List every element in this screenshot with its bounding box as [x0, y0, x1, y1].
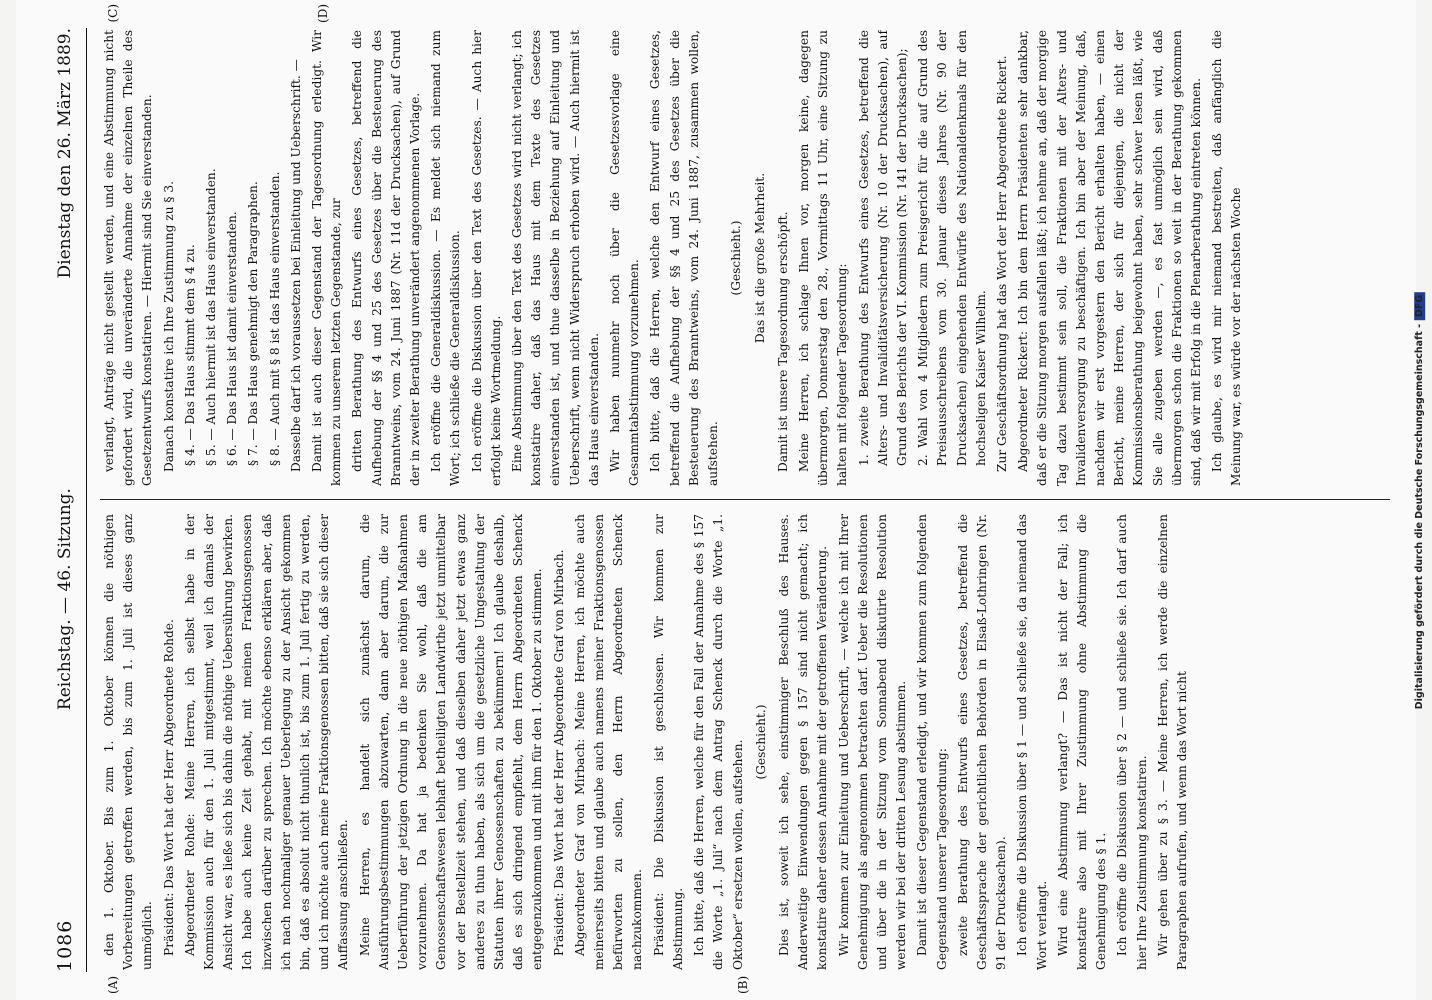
right-paragraph: Ich bitte, daß die Herren, welche den Entwurf eines Gesetzes, betreffend die Aufhebung der §§ 4 und 25 des Gesetzes über die Besteuerung des Branntweins, vom 24. Juni 1887, zusammen wollen, aufstehen.: [648, 30, 721, 486]
left-paragraph: Damit ist dieser Gegenstand erledigt, und wir kommen zum folgenden Gegenstand unserer Tagesordnung:: [915, 514, 949, 970]
right-paragraph: § 8. — Auch mit § 8 ist das Haus einverstanden.: [267, 171, 282, 466]
left-paragraph: (Geschieht.): [753, 704, 768, 780]
left-paragraph: zweite Berathung des Entwurfs eines Gesetzes, betreffend die Geschäftssprache der gerichtlichen Behörden in Elsaß-Lothringen (Nr. 91 der Drucksachen).: [955, 514, 1009, 970]
left-paragraph: Abgeordneter Rohde: Meine Herren, ich selbst habe in der Kommission auch für den 1. Juli mitgestimmt, weil ich damals der Ansicht war, es ließe sich bis dahin die nöthige Uebersührung bewirken. Ich habe auch keine Zeit gehabt, mit meinen Fraktionsgenossen inzwischen darüber zu sprechen. Ich möchte ebenso erklären aber, daß ich nach nochmaliger genauer Ueberlegung zu der Ansicht gekommen bin, daß es absolut nicht thunlich ist, bis zum 1. Juli fertig zu werden, und ich möchte auch meine Fraktionsgenossen bitten, daß sie sich dieser Auffassung anschließen.: [182, 514, 351, 970]
page-number: 1086: [54, 919, 76, 972]
left-paragraph: Wir gehen über zu § 3. — Meine Herren, ich werde die einzelnen Paragraphen aufrufen, und wenn das Wort nicht: [1155, 514, 1189, 970]
right-column: [100, 30, 1390, 486]
left-paragraph: Wird eine Abstimmung verlangt? — Das ist nicht der Fall; ich konstatire also mit Ihrer Zustimmung ohne Abstimmung die Genehmigung des § 1.: [1055, 514, 1109, 970]
left-paragraph: Präsident: Das Wort hat der Herr Abgeordnete Graf von Mirbach.: [551, 549, 566, 956]
right-paragraph: (Geschieht.): [729, 220, 744, 296]
right-paragraph: Das ist die große Mehrheit.: [752, 172, 767, 344]
margin-marker-c: (C): [106, 4, 120, 23]
right-paragraph: Dasselbe darf ich voraussetzen bei Einleitung und Ueberschrift. —: [288, 59, 303, 472]
right-paragraph: Eine Abstimmung über den Text des Gesetzes wird nicht verlangt; ich konstatire daher, daß das Haus mit dem Texte des Gesetzes einverstanden ist, und thue dasselbe in Beziehung auf Einleitung und Ueberschrift, wenn nicht Widerspruch erhoben wird. — Auch hiermit ist das Haus einverstanden.: [510, 30, 601, 486]
text-columns: [100, 30, 1390, 970]
document-page: [16, 0, 1416, 1000]
right-paragraph: 1. zweite Berathung des Entwurfs eines Gesetzes, betreffend die Alters- und Invaliditätsversicherung (Nr. 10 der Drucksachen), auf Grund des Berichts der VI. Kommission (Nr. 141 der Drucksachen);: [856, 30, 909, 466]
digitization-text: Digitalisierung gefördert durch die Deutsche Forschungsgemeinschaft -: [1414, 323, 1426, 709]
right-paragraph: § 7. — Das Haus genehmigt den Paragraphen.: [246, 181, 261, 466]
left-paragraph: den 1. Oktober. Bis zum 1. Oktober können die nöthigen Vorbereitungen getroffen werden, bis zum 1. Juli ist dieses ganz unmöglich.: [102, 514, 155, 970]
right-paragraph: § 4. — Das Haus stimmt dem § 4 zu.: [182, 244, 197, 466]
left-paragraph: Präsident: Die Diskussion ist geschlossen. Wir kommen zur Abstimmung.: [651, 514, 685, 970]
right-paragraph: Damit ist auch dieser Gegenstand der Tagesordnung erledigt. Wir kommen zu unserem letzten Gegenstande, zur: [310, 30, 344, 486]
right-paragraph: Ich glaube, es wird mir niemand bestreiten, daß anfänglich die Meinung war, es würde vor der nächsten Woche: [1210, 30, 1244, 486]
left-column: [100, 514, 1390, 970]
right-paragraph: 2. Wahl von 4 Mitgliedern zum Preisgericht für die auf Grund des Preisausschreibens vom 30. Januar dieses Jahres (Nr. 90 der Drucksachen) eingehenden Entwürfe des Nationaldenkmals für den hochseligen Kaiser Wilhelm.: [916, 30, 988, 466]
right-paragraph: Wir haben nunmehr noch über die Gesetzesvorlage eine Gesammtabstimmung vorzunehmen.: [608, 30, 642, 486]
right-paragraph: Meine Herren, ich schlage Ihnen vor, morgen keine, dagegen übermorgen, Donnerstag den 28., Vormittags 11 Uhr, eine Sitzung zu halten mit folgender Tagesordnung:: [796, 30, 850, 486]
left-paragraph: Meine Herren, es handelt sich zunächst darum, die Ausführungsbestimmungen abzuwarten, dann aber darum, die zur Ueberführung der jetzigen Ordnung in die neue nöthigen Maßnahmen vorzunehmen. Da hat ja bedenken Sie wohl, daß die am Genossenschaftswesen lebhaft betheiligten Landwirthe jetzt unmittelbar vor der Bestellzeit stehen, und daß dieselben daher jetzt etwas ganz anderes zu thun haben, als sich um die gesetzliche Umgestaltung der Statuten ihrer Genossenschaften zu bekümmern! Ich glaube deshalb, daß es sich dringend empfiehlt, dem Herrn Abgeordneten Schenck entgegenzukommen und mit ihm für den 1. Oktober zu stimmen.: [357, 514, 545, 970]
margin-marker-d: (D): [316, 4, 330, 23]
right-paragraph: Zur Geschäftsordnung hat das Wort der Herr Abgeordnete Rickert.: [994, 55, 1009, 472]
digitization-note: [1410, 0, 1430, 1000]
left-paragraph: Ich bitte, daß die Herren, welche für den Fall der Annahme des § 157 die Worte „1. Juli“ nach dem Antrag Schenck durch die Worte „1. Oktober“ ersetzen wollen, aufstehen.: [692, 514, 745, 970]
right-paragraph: Abgeordneter Rickert: Ich bin dem Herrn Präsidenten sehr dankbar, daß er die Sitzung morgen ausfallen läßt; ich nehme an, daß der morgige Tag dazu bestimmt sein soll, die Fraktionen mit der Alters- und Invalidenversorgung zu beschäftigen. Ich bin aber der Meinung, daß, nachdem wir erst vorgestern den Bericht erhalten haben, — einen Bericht, meine Herren, der sich für diejenigen, die nicht der Kommissionsberathung beigewohnt haben, sehr schwer lesen läßt, wie Sie alle zugeben werden —, es fast unmöglich sein wird, daß übermorgen schon die Fraktionen so weit in der Berathung gekommen sind, daß wir mit Erfolg in die Plenarberathung eintreten können.: [1016, 30, 1203, 486]
header-right-title: Dienstag den 26. März 1889.: [55, 28, 75, 279]
margin-marker-a: (A): [106, 975, 120, 994]
dfg-logo: DFG: [1415, 291, 1426, 319]
right-paragraph: Ich eröffne die Generaldiskussion. — Es meldet sich niemand zum Wort; ich schließe die Generaldiskussion.: [429, 30, 463, 486]
right-paragraph: § 6. — Das Haus ist damit einverstanden.: [225, 211, 240, 466]
left-paragraph: Ich eröffne die Diskussion über § 1 — und schließe sie, da niemand das Wort verlangt.: [1015, 514, 1049, 970]
left-paragraph: Präsident: Das Wort hat der Herr Abgeordnete Rohde.: [161, 619, 176, 956]
right-paragraph: dritten Berathung des Entwurfs eines Gesetzes, betreffend die Aufhebung der §§ 4 und 25 des Gesetzes über die Besteuerung des Branntweins, vom 24. Juni 1887 (Nr. 11d der Drucksachen), auf Grund der in zweiter Berathung unverändert angenommenen Vorlage.: [350, 30, 423, 486]
left-paragraph: Wir kommen zur Einleitung und Ueberschrift, — welche ich mit Ihrer Genehmigung als angenommen betrachten darf. Ueber die Resolutionen und über die in der Sitzung vom Sonnabend diskutirte Resolution werden wir bei der dritten Lesung abstimmen.: [836, 514, 909, 970]
left-paragraph: Abgeordneter Graf von Mirbach: Meine Herren, ich möchte auch meinerseits bitten und glaube auch namens meiner Fraktionsgenossen befürworten zu sollen, den Herrn Abgeordneten Schenck nachzukommen.: [572, 514, 645, 970]
right-paragraph: § 5. — Auch hiermit ist das Haus einverstanden.: [204, 168, 219, 466]
right-paragraph: verlangt, Anträge nicht gestellt werden, und eine Abstimmung nicht gefordert wird, die unveränderte Annahme der einzelnen Theile des Gesetzentwurfs konstatiren. — Hiermit sind Sie einverstanden.: [102, 30, 155, 486]
left-paragraph: Dies ist, soweit ich sehe, einstimmiger Beschluß des Hauses. Anderweitige Einwendungen gegen § 157 sind nicht gemacht; ich konstatire daher dessen Annahme mit der getroffenen Veränderung.: [776, 514, 830, 970]
page-header: [44, 28, 87, 972]
header-left-title: Reichstag. — 46. Sitzung.: [55, 488, 75, 711]
right-paragraph: Danach konstatire ich Ihre Zustimmung zu § 3.: [161, 180, 176, 472]
margin-marker-b: (B): [736, 975, 750, 994]
right-paragraph: Damit ist unsere Tagesordnung erschöpft.: [775, 211, 790, 472]
right-paragraph: Ich eröffne die Diskussion über den Text des Gesetzes. — Auch hier erfolgt keine Wortmeldung.: [469, 30, 503, 486]
left-paragraph: Ich eröffne die Diskussion über § 2 — und schließe sie. Ich darf auch hier Ihre Zustimmung konstatiren.: [1115, 514, 1149, 970]
